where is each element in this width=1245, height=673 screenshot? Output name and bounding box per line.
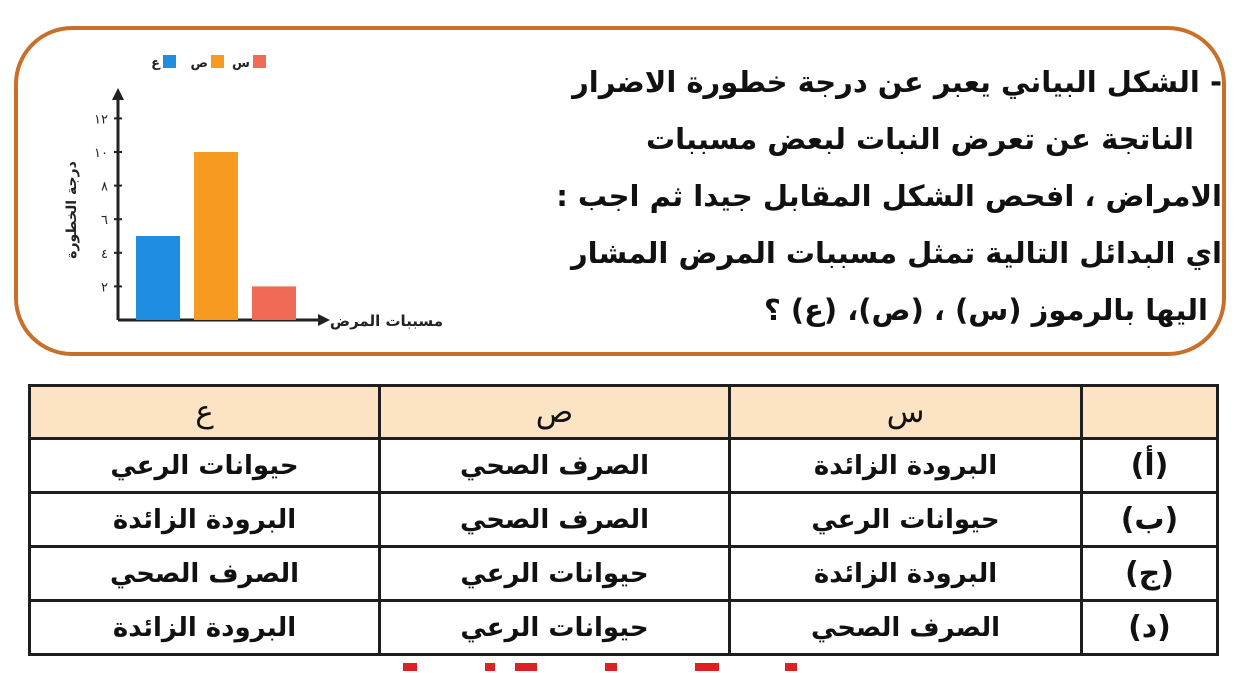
cell-ain: البرودة الزائدة xyxy=(30,601,380,655)
question-line-2: الناتجة عن تعرض النبات لبعض مسببات xyxy=(646,122,1194,156)
legend-label: ص xyxy=(190,56,208,71)
cell-s: حيوانات الرعي xyxy=(730,493,1082,547)
legend-label: ع xyxy=(151,56,160,71)
red-marks-decoration xyxy=(395,660,825,673)
y-tick-label: ١٢ xyxy=(94,112,108,128)
cell-ain: حيوانات الرعي xyxy=(30,439,380,493)
bar xyxy=(252,286,296,320)
y-tick-label: ٤ xyxy=(101,246,108,262)
bar-chart-svg xyxy=(50,40,455,340)
cell-sad: حيوانات الرعي xyxy=(380,547,730,601)
header-option xyxy=(1082,386,1218,439)
table-row[interactable] xyxy=(30,601,1218,655)
bar xyxy=(194,152,238,320)
table-row[interactable] xyxy=(30,439,1218,493)
option-label: (د) xyxy=(1082,601,1218,655)
cell-ain: الصرف الصحي xyxy=(30,547,380,601)
option-label: (ج) xyxy=(1082,547,1218,601)
question-line-1: - الشكل البياني يعبر عن درجة خطورة الاضرار xyxy=(572,65,1222,99)
cell-s: البرودة الزائدة xyxy=(730,439,1082,493)
legend-label: س xyxy=(232,56,250,71)
question-line-5: اليها بالرموز (س) ، (ص)، (ع) ؟ xyxy=(763,293,1208,327)
y-tick-label: ٨ xyxy=(101,179,108,195)
bar xyxy=(136,236,180,320)
y-axis-label: درجة الخطورة xyxy=(64,161,80,259)
option-label: (ب) xyxy=(1082,493,1218,547)
x-axis-arrow xyxy=(318,314,330,326)
table-row[interactable] xyxy=(30,493,1218,547)
question-line-4: اي البدائل التالية تمثل مسببات المرض المشار xyxy=(570,236,1222,270)
question-text xyxy=(470,54,1222,339)
question-line-3: الامراض ، افحص الشكل المقابل جيدا ثم اجب : xyxy=(556,179,1222,213)
table-header-row xyxy=(30,386,1218,439)
header-ain: ع xyxy=(30,386,380,439)
bar-chart xyxy=(50,40,455,340)
legend-swatch xyxy=(163,55,176,68)
cell-sad: الصرف الصحي xyxy=(380,493,730,547)
legend-swatch xyxy=(253,55,266,68)
y-axis-arrow xyxy=(112,88,124,100)
cell-s: الصرف الصحي xyxy=(730,601,1082,655)
header-sad: ص xyxy=(380,386,730,439)
cell-ain: البرودة الزائدة xyxy=(30,493,380,547)
table-row[interactable] xyxy=(30,547,1218,601)
option-label: (أ) xyxy=(1082,439,1218,493)
y-tick-label: ١٠ xyxy=(94,146,108,161)
x-axis-label: مسببات المرض xyxy=(329,312,443,330)
cell-sad: الصرف الصحي xyxy=(380,439,730,493)
cell-s: البرودة الزائدة xyxy=(730,547,1082,601)
header-s: س xyxy=(730,386,1082,439)
y-tick-label: ٦ xyxy=(101,213,108,229)
cell-sad: حيوانات الرعي xyxy=(380,601,730,655)
answer-table xyxy=(28,384,1219,656)
legend-swatch xyxy=(211,55,224,68)
y-tick-label: ٢ xyxy=(101,280,108,296)
